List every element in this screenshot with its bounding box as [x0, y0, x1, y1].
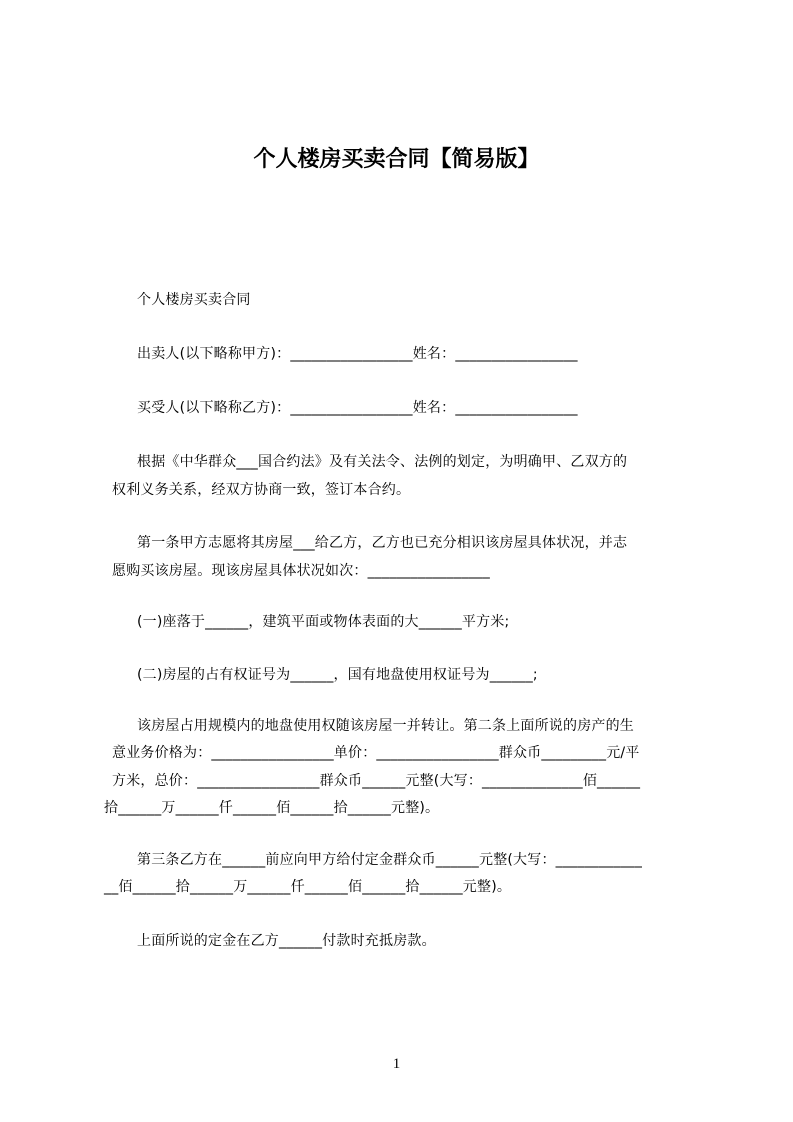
- preamble-line-1: 根据《中华群众___国合约法》及有关法令、法例的划定，为明确甲、乙双方的: [137, 454, 628, 470]
- article1-line-1: 第一条甲方志愿将其房屋___给乙方，乙方也已充分相识该房屋具体状况，并志: [137, 535, 628, 551]
- item-1-line: (一)座落于______，建筑平面或物体表面的大______平方米;: [137, 614, 510, 630]
- page-number: 1: [392, 1056, 401, 1072]
- buyer-line: 买受人(以下略称乙方)：_________________姓名：_________________: [137, 400, 578, 416]
- article2-line-1: 该房屋占用规模内的地盘使用权随该房屋一并转让。第二条上面所说的房产的生: [137, 718, 634, 734]
- article2-line-2: 意业务价格为：_________________单价：_________________群众币_________元/平: [112, 745, 640, 761]
- article2-line-3: 方米，总价：_________________群众币______元整(大写：______________佰______: [112, 773, 641, 789]
- document-title: 个人楼房买卖合同【简易版】: [253, 147, 540, 172]
- article3-line-1: 第三条乙方在______前应向甲方给付定金群众币______元整(大写：____________: [137, 852, 643, 868]
- preamble-line-2: 权利义务关系，经双方协商一致，签订本合约。: [112, 482, 411, 498]
- contract-heading: 个人楼房买卖合同: [137, 292, 251, 308]
- article3-line-2: __佰______拾______万______仟______佰______拾______元整)。: [104, 879, 512, 895]
- item-2-line: (二)房屋的占有权证号为______，国有地盘使用权证号为______;: [137, 667, 538, 683]
- deposit-line: 上面所说的定金在乙方______付款时充抵房款。: [137, 933, 436, 949]
- seller-line: 出卖人(以下略称甲方)：_________________姓名：_________________: [137, 346, 578, 362]
- article1-line-2: 愿购买该房屋。现该房屋具体状况如次：_________________: [112, 563, 490, 579]
- article2-line-4: 拾______万______仟______佰______拾______元整)。: [104, 800, 440, 816]
